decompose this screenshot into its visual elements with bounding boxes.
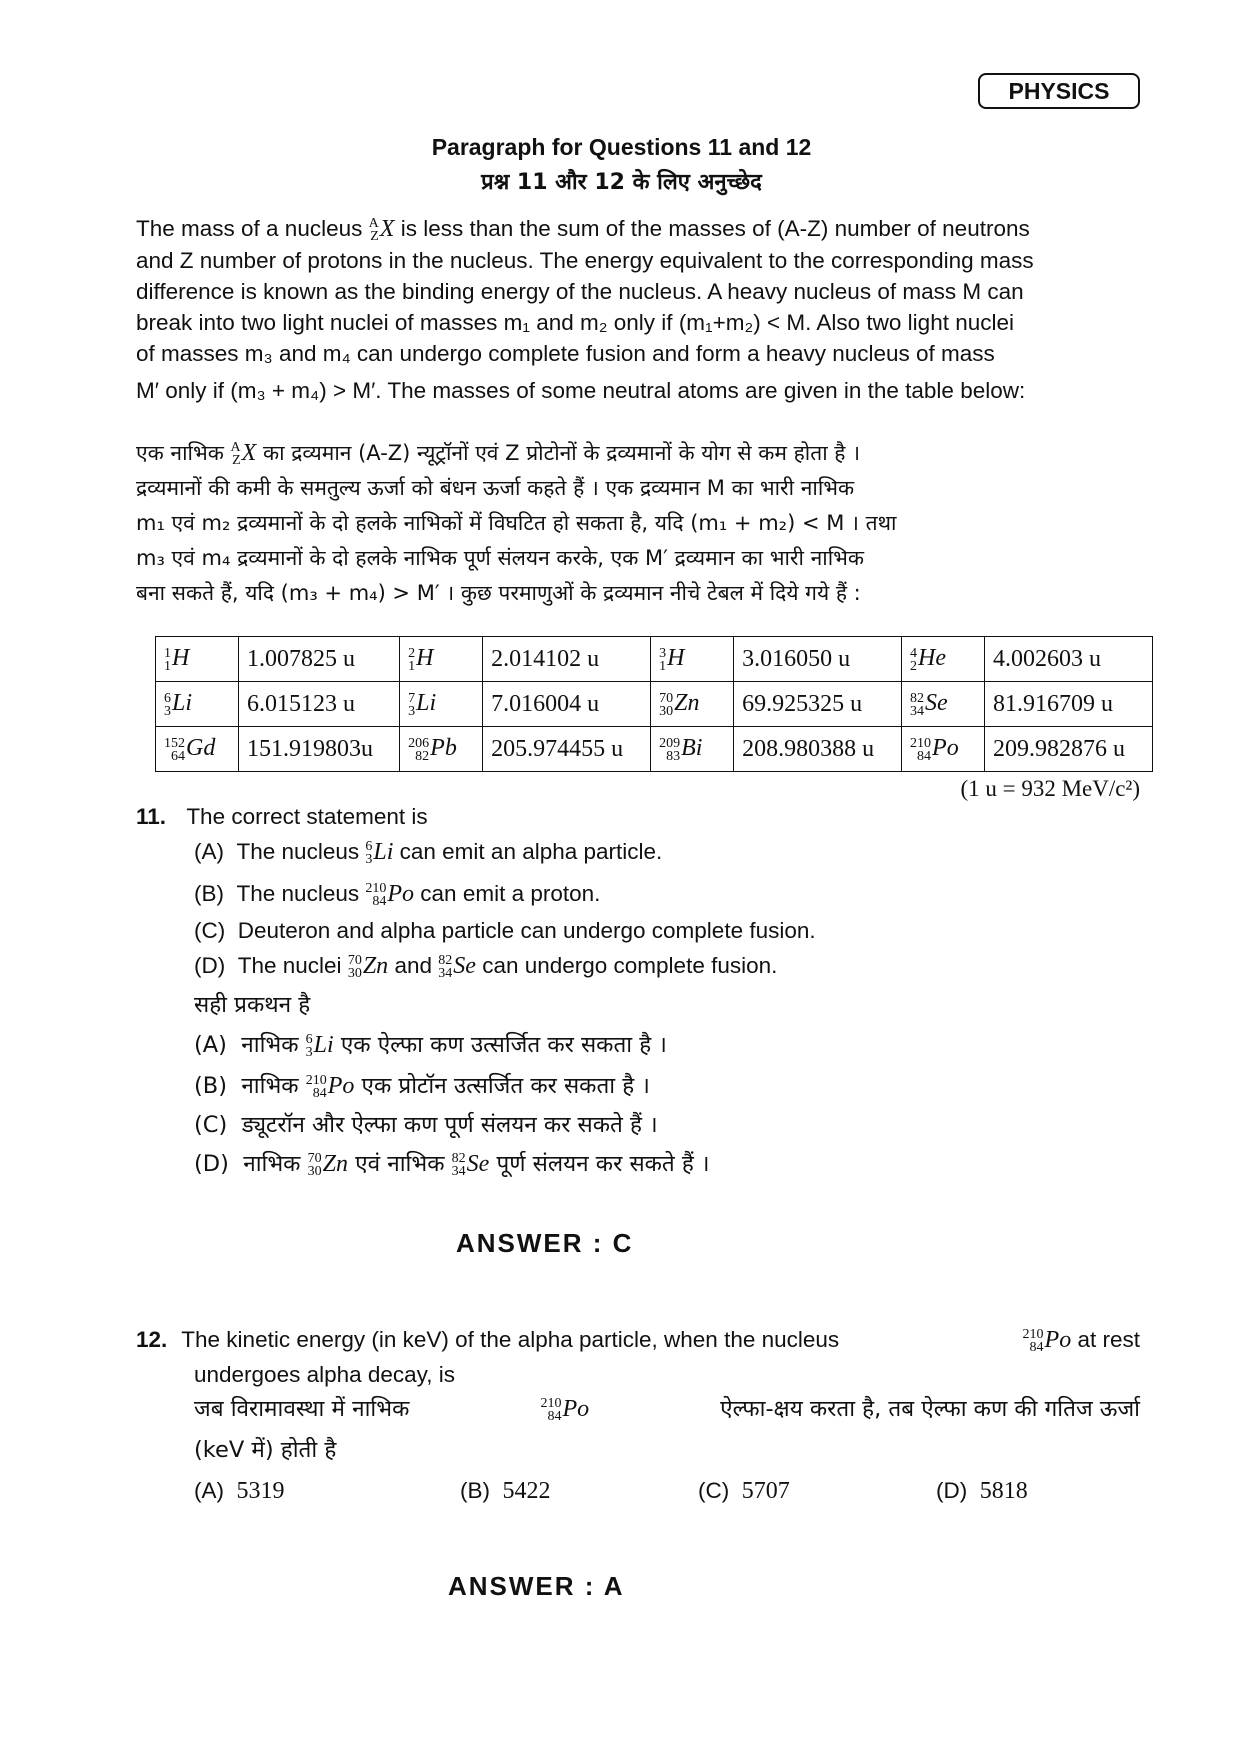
nucleus-se82: 82 34 Se — [438, 953, 476, 982]
nuclide-symbol: 209 83 Bi — [651, 727, 734, 772]
para-en-line-1: The mass of a nucleus A Z X is less than the sum of the masses of (A-Z) number of neutrons — [136, 216, 1030, 245]
table-row — [156, 637, 1153, 682]
answer-q11: ANSWER : C — [456, 1228, 634, 1258]
table-row — [156, 682, 1153, 727]
q11-stem-hindi: सही प्रकथन है — [194, 992, 311, 1018]
para-en-line-4: break into two light nuclei of masses m₁ and m₂ only if (m₁+m₂) < M. Also two light nuclei — [136, 310, 1014, 335]
nuclide-symbol: 2 1 H — [400, 637, 483, 682]
atomic-mass-value: 2.014102 u — [483, 637, 651, 682]
nucleus-li6: 6 3 Li — [365, 839, 394, 868]
atomic-mass-value: 6.015123 u — [239, 682, 400, 727]
nuclide-symbol: 82 34 Se — [902, 682, 985, 727]
q11-option-a-en[interactable]: (A) The nucleus 6 3 Li can emit an alpha particle. — [194, 835, 662, 869]
nucleus-po210-q12-hi: 210 84 Po — [540, 1396, 590, 1425]
atomic-mass-value: 4.002603 u — [985, 637, 1153, 682]
q12-stem-line-2: undergoes alpha decay, is — [194, 1362, 456, 1387]
question-12 — [136, 1323, 1140, 1357]
atomic-mass-value: 3.016050 u — [734, 637, 902, 682]
atomic-mass-value: 7.016004 u — [483, 682, 651, 727]
q11-option-c-en[interactable]: (C) Deuteron and alpha particle can undergo complete fusion. — [194, 918, 816, 943]
question-number: 11. — [136, 804, 167, 829]
q12-stem-hindi-line-2: (keV में) होती है — [194, 1437, 337, 1463]
atomic-mass-value: 81.916709 u — [985, 682, 1153, 727]
q12-stem-hindi-line-1: जब विरामावस्था में नाभिक 210 84 Po ऐल्फा-क्षय करता है, तब ऐल्फा कण की गतिज ऊर्जा — [194, 1392, 1140, 1426]
q12-stem-line-1: 12. The kinetic energy (in keV) of the alpha particle, when the nucleus 210 84 Po at rest — [136, 1323, 1140, 1357]
paragraph-hindi — [136, 436, 1136, 611]
q11-option-d-en[interactable]: (D) The nuclei 70 30 Zn and 82 34 Se can undergo complete fusion. — [194, 949, 777, 983]
para-en-line-2: and Z number of protons in the nucleus. The energy equivalent to the corresponding mass — [136, 248, 1034, 273]
nuclide-symbol: 152 64 Gd — [156, 727, 239, 772]
unit-conversion-note: (1 u = 932 MeV/c²) — [960, 776, 1140, 801]
nuclide-symbol: 210 84 Po — [902, 727, 985, 772]
nucleus-symbol-AZX-hi: A Z X — [230, 440, 257, 469]
nuclide-symbol: 7 3 Li — [400, 682, 483, 727]
q11-option-b-hi[interactable]: (B) नाभिक 210 84 Po एक प्रोटॉन उत्सर्जित कर सकता है । — [194, 1069, 650, 1103]
nucleus-zn70: 70 30 Zn — [347, 953, 389, 982]
q12-option-b[interactable]: (B) 5422 — [460, 1478, 551, 1504]
nuclide-symbol: 1 1 H — [156, 637, 239, 682]
atomic-mass-value: 151.919803u — [239, 727, 400, 772]
para-hi-line-4: m₃ एवं m₄ द्रव्यमानों के दो हलके नाभिक पूर्ण संलयन करके, एक M′ द्रव्यमान का भारी नाभिक — [136, 546, 865, 570]
nucleus-se82-hi: 82 34 Se — [451, 1151, 490, 1180]
para-hi-line-1: एक नाभिक A Z X का द्रव्यमान (A-Z) न्यूट्रॉनों एवं Z प्रोटोनों के द्रव्यमानों के योग से कम होता है । — [136, 436, 1136, 471]
para-en-line-5: of masses m₃ and m₄ can undergo complete fusion and form a heavy nucleus of mass — [136, 341, 995, 366]
q11-option-d-hi[interactable]: (D) नाभिक 70 30 Zn एवं नाभिक 82 34 Se पूर्ण संलयन कर सकते हैं । — [194, 1147, 710, 1181]
heading-hindi: प्रश्न 11 और 12 के लिए अनुच्छेद — [481, 170, 762, 195]
paragraph-english — [136, 213, 1136, 406]
nucleus-symbol-AZX: A Z X — [368, 216, 395, 245]
para-en-line-6: M′ only if (m₃ + m₄) > M′. The masses of some neutral atoms are given in the table below: — [136, 378, 1026, 403]
q12-option-d[interactable]: (D) 5818 — [936, 1478, 1028, 1504]
para-hi-line-2: द्रव्यमानों की कमी के समतुल्य ऊर्जा को बंधन ऊर्जा कहते हैं । एक द्रव्यमान M का भारी नाभिक — [136, 476, 855, 500]
atomic-mass-value: 205.974455 u — [483, 727, 651, 772]
nuclide-symbol: 70 30 Zn — [651, 682, 734, 727]
para-hi-line-5: बना सकते हैं, यदि (m₃ + m₄) > M′ । कुछ परमाणुओं के द्रव्यमान नीचे टेबल में दिये गये हैं : — [136, 581, 861, 605]
nuclide-symbol: 206 82 Pb — [400, 727, 483, 772]
nuclide-symbol: 6 3 Li — [156, 682, 239, 727]
subject-badge: PHYSICS — [978, 73, 1140, 109]
nuclide-symbol: 3 1 H — [651, 637, 734, 682]
answer-q12: ANSWER : A — [448, 1571, 625, 1601]
atomic-mass-value: 209.982876 u — [985, 727, 1153, 772]
para-hi-line-3: m₁ एवं m₂ द्रव्यमानों के दो हलके नाभिकों में विघटित हो सकता है, यदि (m₁ + m₂) < M । तथा — [136, 511, 897, 535]
q12-option-c[interactable]: (C) 5707 — [698, 1478, 790, 1504]
atomic-mass-value: 208.980388 u — [734, 727, 902, 772]
para-en-line-3: difference is known as the binding energy of the nucleus. A heavy nucleus of mass M can — [136, 279, 1024, 304]
nucleus-po210-q12: 210 84 Po — [1022, 1327, 1072, 1356]
question-11 — [136, 800, 428, 834]
atomic-mass-value: 69.925325 u — [734, 682, 902, 727]
heading-english: Paragraph for Questions 11 and 12 — [431, 134, 812, 160]
question-stem: The correct statement is — [186, 804, 428, 829]
atomic-mass-table — [155, 636, 1153, 772]
nuclide-symbol: 4 2 He — [902, 637, 985, 682]
q11-option-a-hi[interactable]: (A) नाभिक 6 3 Li एक ऐल्फा कण उत्सर्जित कर सकता है । — [194, 1028, 667, 1062]
nucleus-po210-hi: 210 84 Po — [305, 1073, 355, 1102]
q11-option-c-hi[interactable]: (C) ड्यूटरॉन और ऐल्फा कण पूर्ण संलयन कर सकते हैं । — [194, 1112, 658, 1138]
q12-option-a[interactable]: (A) 5319 — [194, 1478, 285, 1504]
atomic-mass-value: 1.007825 u — [239, 637, 400, 682]
nucleus-li6-hi: 6 3 Li — [305, 1032, 334, 1061]
nucleus-zn70-hi: 70 30 Zn — [307, 1151, 348, 1180]
table-row — [156, 727, 1153, 772]
q11-option-b-en[interactable]: (B) The nucleus 210 84 Po can emit a proton. — [194, 877, 600, 911]
nucleus-po210: 210 84 Po — [365, 881, 415, 910]
